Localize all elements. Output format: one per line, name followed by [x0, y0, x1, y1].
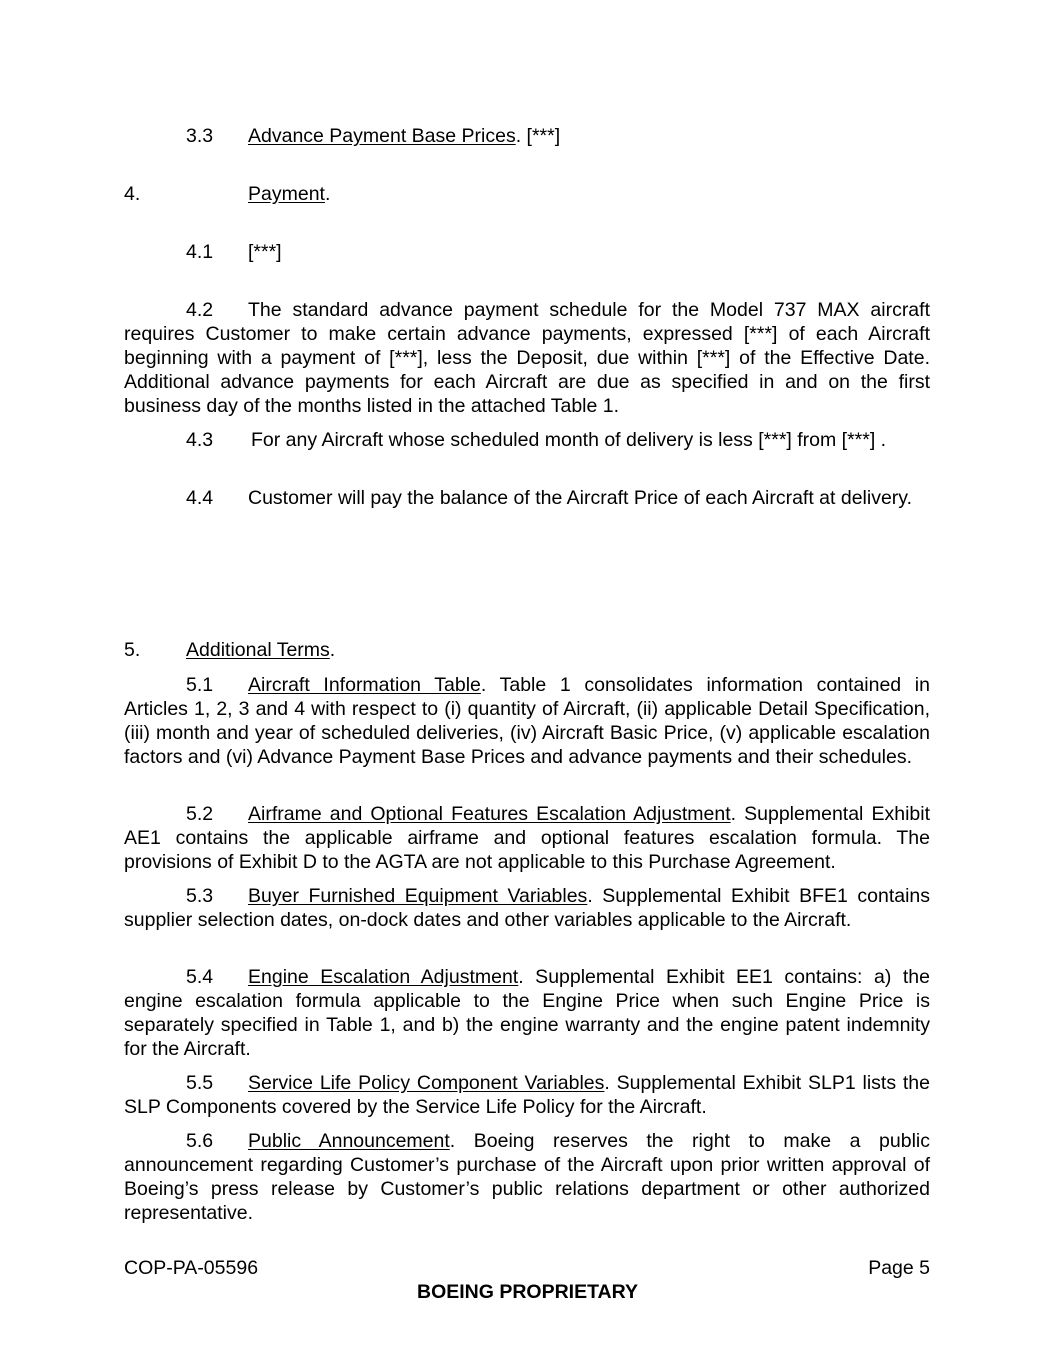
section-number: 4.	[124, 183, 141, 205]
section-text: For any Aircraft whose scheduled month of delivery is less [***] from [***] .	[251, 429, 887, 451]
section-text: . Supplemental Exhibit BFE1 contains supplier selection dates, on-dock dates and other variables applicable to the Aircraft.	[124, 885, 931, 931]
section-text: . Supplemental Exhibit EE1 contains: a) the engine escalation formula applicable to the Engine Price when such Engine Price is separately specified in Table 1, and b) the engine warranty and the engine patent indemnity for the Aircraft.	[124, 966, 930, 1060]
section-title: Airframe and Optional Features Escalation Adjustment	[248, 803, 731, 825]
section-title: Aircraft Information Table	[248, 674, 481, 696]
section-5-6	[124, 1129, 930, 1225]
section-5-4	[124, 965, 930, 1061]
section-number: 5.6	[186, 1130, 214, 1152]
proprietary-notice: BOEING PROPRIETARY	[416, 1281, 639, 1303]
section-4-1	[124, 240, 930, 264]
section-3-3	[124, 124, 930, 148]
section-number: 5.3	[186, 885, 214, 907]
section-text: The standard advance payment schedule for the Model 737 MAX aircraft requires Customer to make certain advance payments, expressed [***] of each Aircraft beginning with a payment of [***], less the Deposit, due within [***] of the Effective Date. Additional advance payments for each Aircraft are due as specified in and on the first business day of the months listed in the attached Table 1.	[124, 299, 930, 417]
section-text: .	[329, 639, 336, 661]
section-number: 5.4	[186, 966, 214, 988]
section-title: Payment	[248, 183, 325, 205]
section-title: Service Life Policy Component Variables	[248, 1072, 605, 1094]
section-text: . Table 1 consolidates information contained in Articles 1, 2, 3 and 4 with respect to (i) quantity of Aircraft, (ii) applicable Detail Specification, (iii) month and year of scheduled deliveries, (iv) Aircraft Basic Price, (v) applicable escalation factors and (vi) Advance Payment Base Prices and advance payments and their schedules.	[124, 674, 930, 768]
section-title: Advance Payment Base Prices	[248, 125, 516, 147]
section-5-5	[124, 1071, 930, 1119]
section-5	[124, 638, 930, 662]
section-text: [***]	[248, 241, 282, 263]
section-title: Engine Escalation Adjustment	[248, 966, 519, 988]
section-5-1	[124, 673, 930, 769]
section-text: . Boeing reserves the right to make a public announcement regarding Customer’s purchase of the Aircraft upon prior written approval of Boeing’s press release by Customer’s public relations department or other authorized representative.	[124, 1130, 930, 1224]
section-text: . Supplemental Exhibit AE1 contains the applicable airframe and optional features escalation formula. The provisions of Exhibit D to the AGTA are not applicable to this Purchase Agreement.	[124, 803, 930, 873]
section-title: Additional Terms	[186, 639, 330, 661]
section-4-4	[124, 486, 930, 510]
section-5-3	[124, 884, 930, 932]
section-number: 5.5	[186, 1072, 214, 1094]
section-5-2	[124, 802, 930, 874]
section-number: 4.2	[186, 299, 214, 321]
section-text: . Supplemental Exhibit SLP1 lists the SLP Components covered by the Service Life Policy for the Aircraft.	[124, 1072, 930, 1118]
section-text: . [***]	[515, 125, 561, 147]
section-number: 4.1	[186, 241, 214, 263]
section-4	[124, 182, 930, 206]
section-number: 5.1	[186, 674, 214, 696]
section-title: Buyer Furnished Equipment Variables	[248, 885, 588, 907]
section-title: Public Announcement	[248, 1130, 450, 1152]
section-number: 5.	[124, 639, 141, 661]
section-4-3	[124, 428, 930, 452]
section-text: .	[324, 183, 331, 205]
section-number: 5.2	[186, 803, 214, 825]
section-number: 4.3	[186, 429, 214, 451]
section-text: Customer will pay the balance of the Aircraft Price of each Aircraft at delivery.	[248, 487, 913, 509]
section-4-2	[124, 298, 930, 418]
document-id: COP-PA-05596	[124, 1257, 259, 1279]
section-number: 4.4	[186, 487, 214, 509]
page-number: Page 5	[868, 1257, 930, 1279]
section-number: 3.3	[186, 125, 214, 147]
